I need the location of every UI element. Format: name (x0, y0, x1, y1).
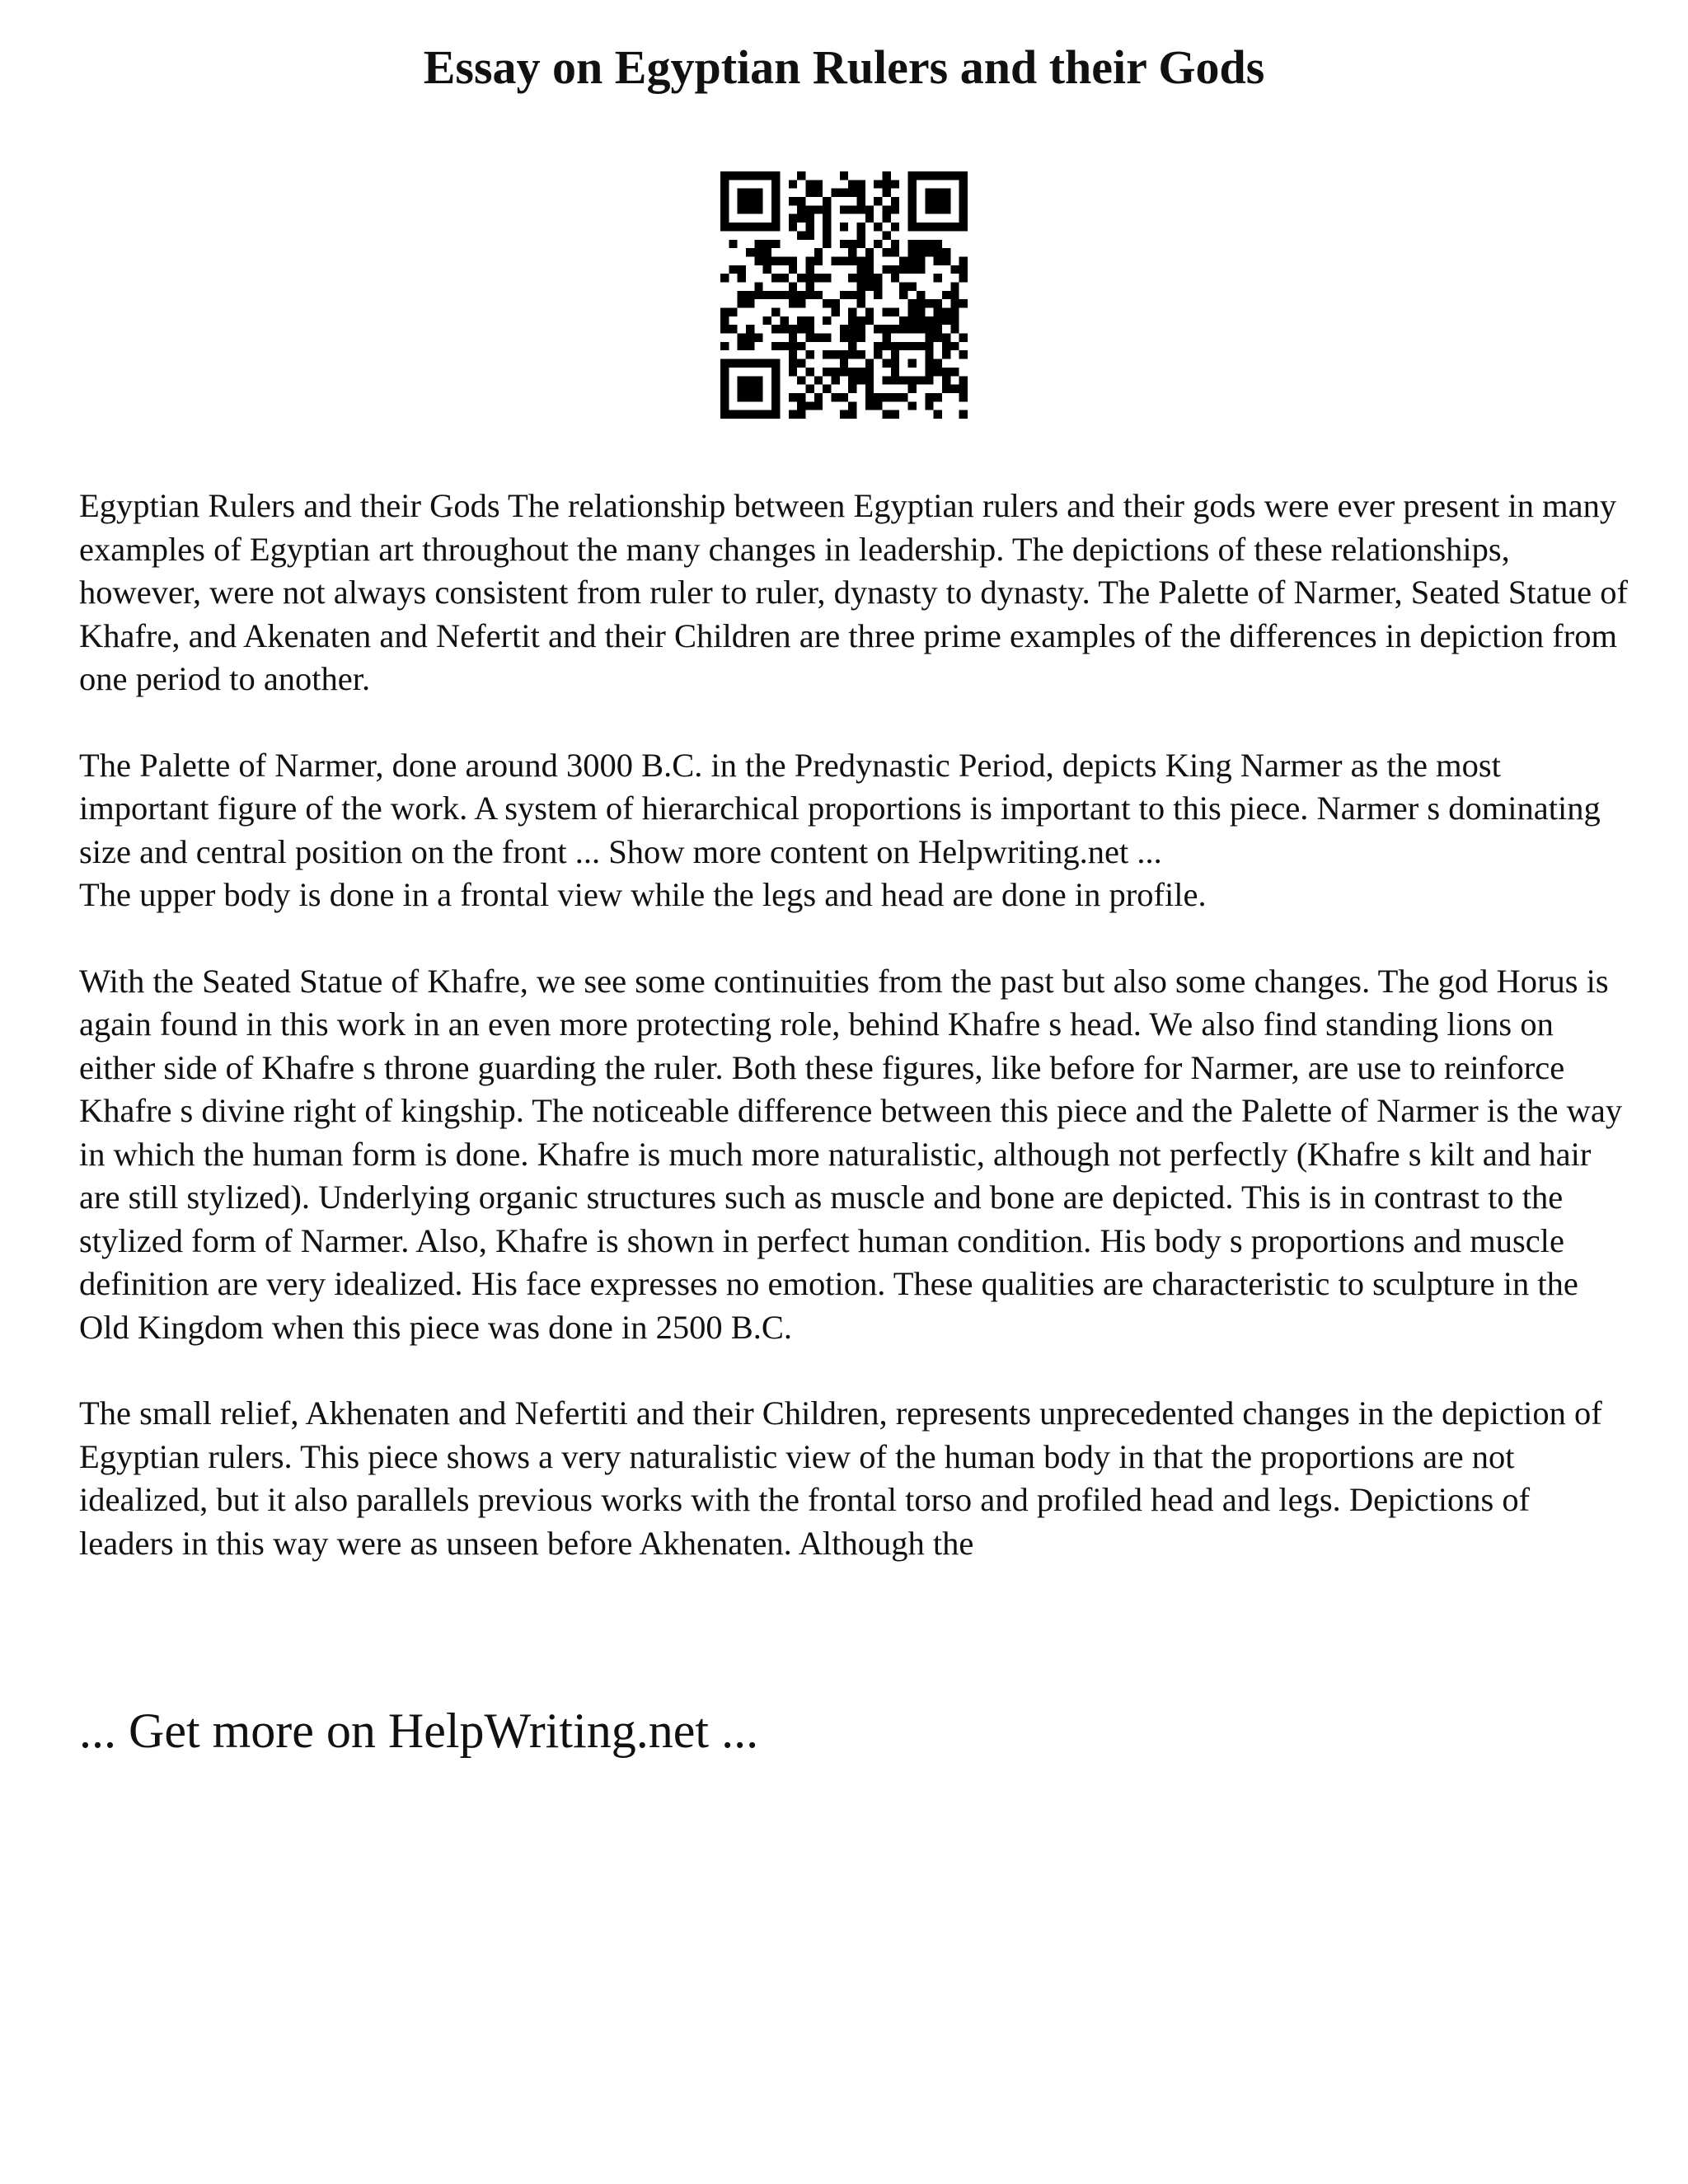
page-title: Essay on Egyptian Rulers and their Gods (423, 40, 1265, 94)
qr-code-icon (720, 171, 968, 419)
paragraph-akhenaten: The small relief, Akhenaten and Nefertiti and their Children, represents unprecedented changes in the depiction of Egyptian rulers. This piece shows a very naturalistic view of the human body in that the proportions are not idealized, but it also parallels previous works with the frontal torso and profiled head and legs. Depictions of leaders in this way were as unseen before Akhenaten. Although the (79, 1394, 1602, 1562)
paragraph-intro: Egyptian Rulers and their Gods The relationship between Egyptian rulers and their gods were ever present in many examples of Egyptian art throughout the many changes in leadership. The depictions of these relationships, however, were not always consistent from ruler to ruler, dynasty to dynasty. The Palette of Narmer, Seated Statue of Khafre, and Akenaten and Nefertit and their Children are three prime examples of the differences in depiction from one period to another. (79, 487, 1628, 697)
paragraph-narmer: The Palette of Narmer, done around 3000 B.C. in the Predynastic Period, depicts King Narmer as the most important figure of the work. A system of hierarchical proportions is important to this piece. Narmer s dominating size and central position on the front ... Show more content on Helpwriting.net ... (79, 746, 1601, 870)
paragraph-khafre: With the Seated Statue of Khafre, we see some continuities from the past but also some changes. The god Horus is again found in this work in an even more protecting role, behind Khafre s head. We also find standing lions on either side of Khafre s throne guarding the ruler. Both these figures, like before for Narmer, are use to reinforce Khafre s divine right of kingship. The noticeable difference between this piece and the Palette of Narmer is the way in which the human form is done. Khafre is much more naturalistic, although not perfectly (Khafre s kilt and hair are still stylized). Underlying organic structures such as muscle and bone are depicted. This is in contrast to the stylized form of Narmer. Also, Khafre is shown in perfect human condition. His body s proportions and muscle definition are very idealized. His face expresses no emotion. These qualities are characteristic to sculpture in the Old Kingdom when this piece was done in 2500 B.C. (79, 962, 1623, 1346)
essay-body (79, 485, 1629, 1608)
get-more-link[interactable]: ... Get more on HelpWriting.net ... (79, 1704, 759, 1758)
paragraph-upper-body: The upper body is done in a frontal view while the legs and head are done in profile. (79, 876, 1207, 913)
